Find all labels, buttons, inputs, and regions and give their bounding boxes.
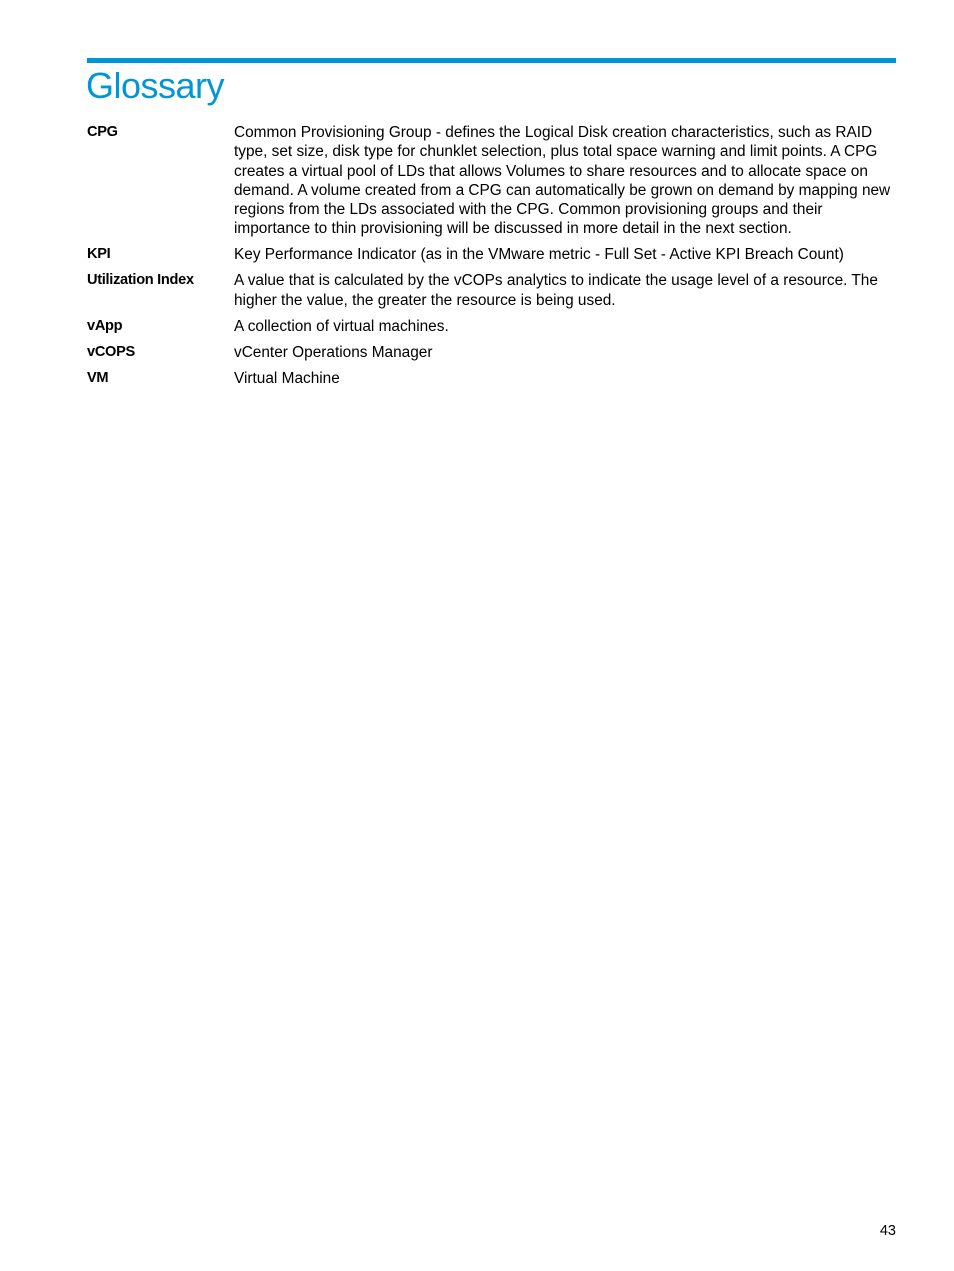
glossary-definition: A value that is calculated by the vCOPs analytics to indicate the usage level of a resource. The higher the value, the greater the resource is being used. [234,272,878,309]
glossary-entry [87,317,896,336]
glossary-list [87,123,896,388]
glossary-term: CPG [87,124,118,140]
glossary-term: Utilization Index [87,272,194,289]
page-number: 43 [879,1223,896,1239]
glossary-entry [87,369,896,388]
glossary-definition: A collection of virtual machines. [234,317,449,335]
glossary-term: VM [87,369,109,386]
header-rule [87,58,896,63]
glossary-definition: Virtual Machine [234,369,340,387]
glossary-term: vApp [87,317,123,334]
glossary-definition: vCenter Operations Manager [234,343,433,361]
glossary-definition: Common Provisioning Group - defines the Logical Disk creation characteristics, such as RAID type, set size, disk type for chunklet selection, plus total space warning and limit points. A CPG creates a virtual pool of LDs that allows Volumes to share resources and to allocate space on demand. A volume created from a CPG can automatically be grown on demand by mapping new regions from the LDs associated with the CPG. Common provisioning groups and their importance to thin provisioning will be discussed in more detail in the next section. [234,124,891,238]
glossary-entry [87,343,896,362]
glossary-term: KPI [87,246,111,263]
glossary-term: vCOPS [87,343,135,360]
glossary-entry [87,123,896,239]
page-title: Glossary [86,65,225,106]
glossary-entry [87,271,896,310]
glossary-definition: Key Performance Indicator (as in the VMware metric - Full Set - Active KPI Breach Count) [234,246,844,264]
glossary-entry [87,245,896,264]
